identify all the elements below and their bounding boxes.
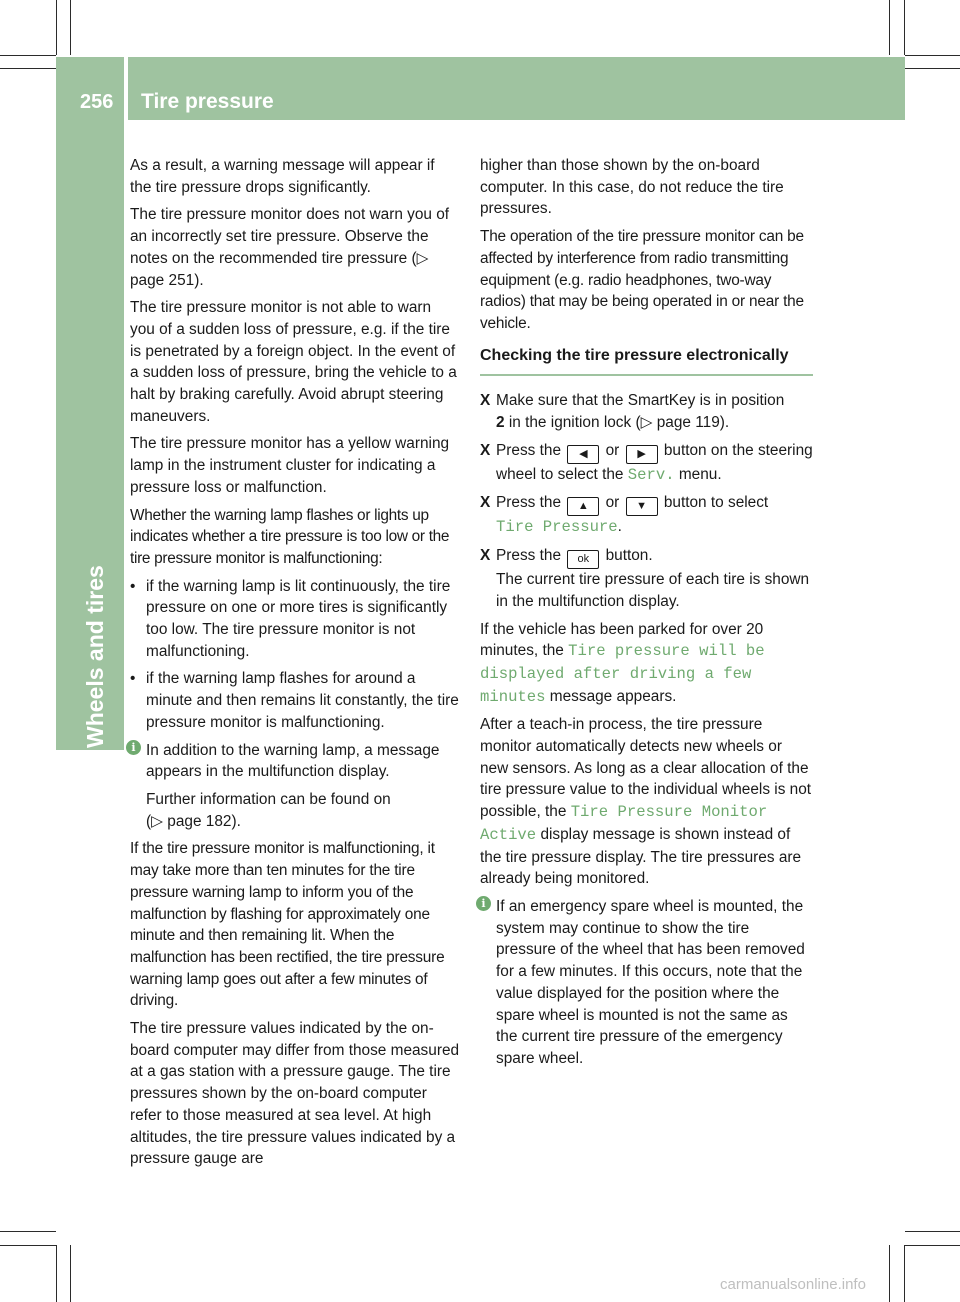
crop-mark	[70, 0, 71, 55]
step-arrow-icon: X	[480, 494, 491, 512]
crop-mark	[56, 1245, 57, 1302]
ok-button-icon: ok	[567, 550, 599, 569]
page-ref-link[interactable]: page 182).	[167, 812, 241, 830]
step: X Press the ok button. The current tire pressure of each tire is shown in the multifunction display.	[480, 547, 810, 610]
crop-mark	[56, 0, 57, 55]
display-message: Tire pressure will be displayed after driving a few minutes	[480, 642, 765, 706]
info-note: i If an emergency spare wheel is mounted, the system may continue to show the tire pressure of the wheel that has been removed for a few minutes. If this occurs, note that the value displayed for the position where the spare wheel is mounted is not the same as the current tire pressure of the emergency spare wheel.	[480, 896, 813, 1070]
crop-mark	[0, 68, 56, 69]
crop-mark	[70, 1245, 71, 1302]
page-ref-link[interactable]: page 251).	[130, 271, 204, 289]
paragraph: If the tire pressure monitor is malfunctioning, it may take more than ten minutes for the tire pressure warning lamp to inform you of the malfunction by flashing for approximately one minute and then remaining lit. When the malfunction has been rectified, the tire pressure warning lamp goes out after a few minutes of driving.	[130, 840, 445, 1010]
left-column	[130, 155, 460, 1170]
crop-mark	[904, 0, 905, 55]
up-arrow-button-icon: ▲	[567, 497, 599, 516]
page-ref-icon: ▷	[640, 414, 653, 432]
info-icon: i	[126, 740, 141, 755]
crop-mark	[0, 55, 56, 56]
display-message: Tire Pressure Monitor Active	[480, 803, 768, 844]
side-tab-label: Wheels and tires	[82, 565, 108, 748]
menu-name: Serv.	[627, 465, 675, 484]
down-arrow-button-icon: ▼	[626, 497, 658, 516]
header-separator	[124, 57, 128, 120]
right-column	[480, 155, 813, 1076]
info-note: i In addition to the warning lamp, a message appears in the multifunction display.	[130, 740, 460, 783]
crop-mark	[0, 1245, 56, 1246]
page-title: Tire pressure	[141, 90, 274, 113]
paragraph: After a teach-in process, the tire pressure monitor automatically detects new wheels or new sensors. As long as a clear allocation of the tire pressure value to the individual wheels is not possible, the Tire Pressure Monitor Active display message is shown instead of the tire pressure display. The tire pressures are already being monitored.	[480, 716, 812, 888]
crop-mark	[905, 1245, 960, 1246]
menu-name: Tire Pressure	[496, 518, 618, 537]
step-arrow-icon: X	[480, 441, 491, 459]
page-ref-link[interactable]: page 119).	[656, 414, 730, 432]
paragraph: The tire pressure monitor does not warn you of an incorrectly set tire pressure. Observe the notes on the recommended tire pressure (▷ page 251).	[130, 206, 450, 289]
watermark: carmanualsonline.info	[720, 1276, 866, 1293]
page-ref-icon: ▷	[151, 812, 163, 830]
paragraph: The tire pressure monitor has a yellow warning lamp in the instrument cluster for indicating a pressure loss or malfunction.	[130, 435, 450, 496]
info-icon: i	[476, 896, 491, 911]
bullet-icon: •	[130, 670, 136, 688]
paragraph: The tire pressure monitor is not able to warn you of a sudden loss of pressure, e.g. if the tire is penetrated by a foreign object. In the event of a sudden loss of pressure, bring the vehicle to a halt by braking carefully. Avoid abrupt steering maneuvers.	[130, 299, 457, 425]
crop-mark	[904, 1245, 905, 1302]
step-arrow-icon: X	[480, 392, 491, 410]
list-item: • if the warning lamp is lit continuously, the tire pressure on one or more tires is significantly too low. The tire pressure monitor is not malfunctioning.	[130, 577, 451, 660]
bullet-icon: •	[130, 577, 136, 595]
list-item: • if the warning lamp flashes for around a minute and then remains lit constantly, the tire pressure monitor is malfunctioning.	[130, 670, 459, 731]
paragraph: Whether the warning lamp flashes or lights up indicates whether a tire pressure is too low or the tire pressure monitor is malfunctioning:	[130, 506, 450, 567]
step-arrow-icon: X	[480, 547, 491, 565]
paragraph: The operation of the tire pressure monitor can be affected by interference from radio transmitting equipment (e.g. radio headphones, two-way radios) that may be being operated in or near the vehicle.	[480, 228, 804, 332]
page-number: 256	[80, 91, 114, 113]
section-heading: Checking the tire pressure electronically	[480, 346, 789, 364]
page-ref-icon: ▷	[416, 249, 429, 267]
paragraph: higher than those shown by the on-board computer. In this case, do not reduce the tire pressures.	[480, 157, 784, 218]
step: X Press the ◀ or ▶ button on the steering wheel to select the Serv. menu.	[480, 441, 813, 484]
crop-mark	[0, 1231, 56, 1232]
crop-mark	[889, 0, 890, 55]
right-arrow-button-icon: ▶	[626, 445, 658, 464]
crop-mark	[905, 68, 960, 69]
info-note-ref: Further information can be found on (▷ page 182).	[146, 790, 391, 830]
left-arrow-button-icon: ◀	[567, 445, 599, 464]
crop-mark	[889, 1245, 890, 1302]
crop-mark	[905, 55, 960, 56]
paragraph: As a result, a warning message will appear if the tire pressure drops significantly.	[130, 157, 435, 196]
crop-mark	[905, 1231, 960, 1232]
paragraph: If the vehicle has been parked for over 20 minutes, the Tire pressure will be displayed after driving a few minutes message appears.	[480, 620, 765, 706]
step: X Press the ▲ or ▼ button to select Tire Pressure.	[480, 494, 769, 537]
paragraph: The tire pressure values indicated by the on-board computer may differ from those measured at a gas station with a pressure gauge. The tire pressures shown by the on-board computer refer to those measured at sea level. At high altitudes, the tire pressure values indicated by a pressure gauge are	[130, 1020, 460, 1168]
heading-rule	[480, 374, 813, 376]
step: X Make sure that the SmartKey is in position 2 in the ignition lock (▷ page 119).	[480, 392, 785, 432]
